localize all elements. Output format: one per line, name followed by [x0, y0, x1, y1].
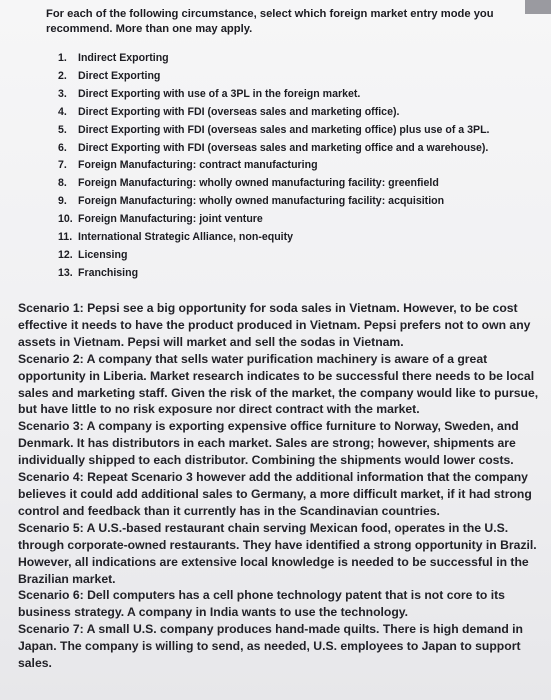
scenario-text: A company is exporting expensive office furniture to Norway, Sweden, and Denmark. It has distributors in each market. Sales are strong; however, shipments are individually shipped to each distributor. Combining the shipments would lower costs. [18, 419, 519, 468]
scenario-label: Scenario 3: [18, 419, 84, 434]
list-item [58, 68, 538, 86]
scenario-list [18, 300, 546, 672]
list-item [58, 86, 538, 104]
scenario-2 [18, 351, 546, 419]
scenario-3 [18, 418, 546, 469]
instructions-text: For each of the following circumstance, select which foreign market entry mode you recommend. More than one may apply. [46, 8, 494, 35]
scenario-label: Scenario 5: [18, 520, 84, 535]
list-item [58, 122, 538, 140]
scenario-label: Scenario 4: [18, 470, 84, 485]
option-text: Direct Exporting with FDI (overseas sales and marketing office and a warehouse). [78, 141, 489, 154]
scenario-4 [18, 469, 546, 520]
option-text: Direct Exporting [78, 69, 161, 82]
scenario-label: Scenario 2: [18, 351, 84, 366]
option-text: International Strategic Alliance, non-equity [78, 231, 294, 244]
corner-mark [525, 0, 551, 14]
option-text: Direct Exporting with use of a 3PL in the foreign market. [78, 87, 361, 100]
list-item [58, 175, 538, 193]
entry-mode-list [58, 50, 538, 283]
option-number: 13. [58, 266, 73, 279]
option-text: Direct Exporting with FDI (overseas sales and marketing office). [78, 105, 400, 118]
option-number: 1. [58, 52, 67, 64]
option-number: 5. [58, 123, 67, 136]
list-item [58, 265, 538, 283]
option-number: 9. [58, 195, 67, 208]
option-number: 4. [58, 105, 67, 118]
option-number: 11. [58, 231, 73, 244]
list-item [58, 50, 538, 68]
option-number: 8. [58, 177, 67, 190]
scenario-label: Scenario 7: [18, 622, 84, 637]
option-text: Indirect Exporting [78, 52, 169, 64]
option-number: 6. [58, 141, 67, 154]
option-text: Foreign Manufacturing: contract manufacturing [78, 159, 318, 172]
option-number: 7. [58, 159, 67, 172]
option-text: Foreign Manufacturing: wholly owned manufacturing facility: greenfield [78, 177, 439, 190]
option-text: Franchising [78, 266, 139, 279]
scenario-text: Dell computers has a cell phone technology patent that is not core to its business strategy. A company in India wants to use the technology. [18, 588, 505, 620]
scenario-6 [18, 587, 546, 621]
option-text: Foreign Manufacturing: wholly owned manufacturing facility: acquisition [78, 195, 445, 208]
list-item [58, 229, 538, 247]
scenario-text: A company that sells water purification machinery is aware of a great opportunity in Liberia. Market research indicates to be successful there needs to be local sales and marketing staff. Given the risk of the market, the company would like to pursue, but have little to no risk exposure nor direct contract with the market. [18, 351, 539, 417]
option-number: 2. [58, 69, 67, 82]
option-text: Foreign Manufacturing: joint venture [78, 213, 263, 226]
list-item [58, 211, 538, 229]
scenario-5 [18, 520, 546, 588]
list-item [58, 157, 538, 175]
scenario-label: Scenario 6: [18, 588, 84, 603]
option-number: 10. [58, 213, 73, 226]
option-text: Licensing [78, 248, 128, 261]
list-item [58, 247, 538, 265]
scenario-text: Pepsi see a big opportunity for soda sales in Vietnam. However, to be cost effective it needs to have the product produced in Vietnam. Pepsi prefers not to own any assets in Vietnam. Pepsi will market and sell the sodas in Vietnam. [18, 301, 531, 349]
scenario-text: A U.S.-based restaurant chain serving Mexican food, operates in the U.S. through corporate-owned restaurants. They have identified a strong opportunity in Brazil. However, all indications are extensive local knowledge is needed to be successful in the Brazilian market. [18, 520, 537, 586]
scenario-label: Scenario 1: [18, 301, 84, 315]
scenario-text: A small U.S. company produces hand-made quilts. There is high demand in Japan. The company is willing to send, as needed, U.S. employees to Japan to support sales. [18, 622, 523, 671]
scenario-7 [18, 621, 546, 672]
list-item [58, 104, 538, 122]
scenario-1 [18, 300, 546, 351]
option-number: 12. [58, 248, 73, 261]
option-text: Direct Exporting with FDI (overseas sales and marketing office) plus use of a 3PL. [78, 123, 490, 136]
list-item [58, 193, 538, 211]
option-number: 3. [58, 87, 67, 100]
scenario-text: Repeat Scenario 3 however add the additional information that the company believes it could add additional sales to Germany, a more difficult market, if it had strong control and feedback than it currently has in the Scandinavian countries. [18, 470, 532, 518]
list-item [58, 140, 538, 158]
